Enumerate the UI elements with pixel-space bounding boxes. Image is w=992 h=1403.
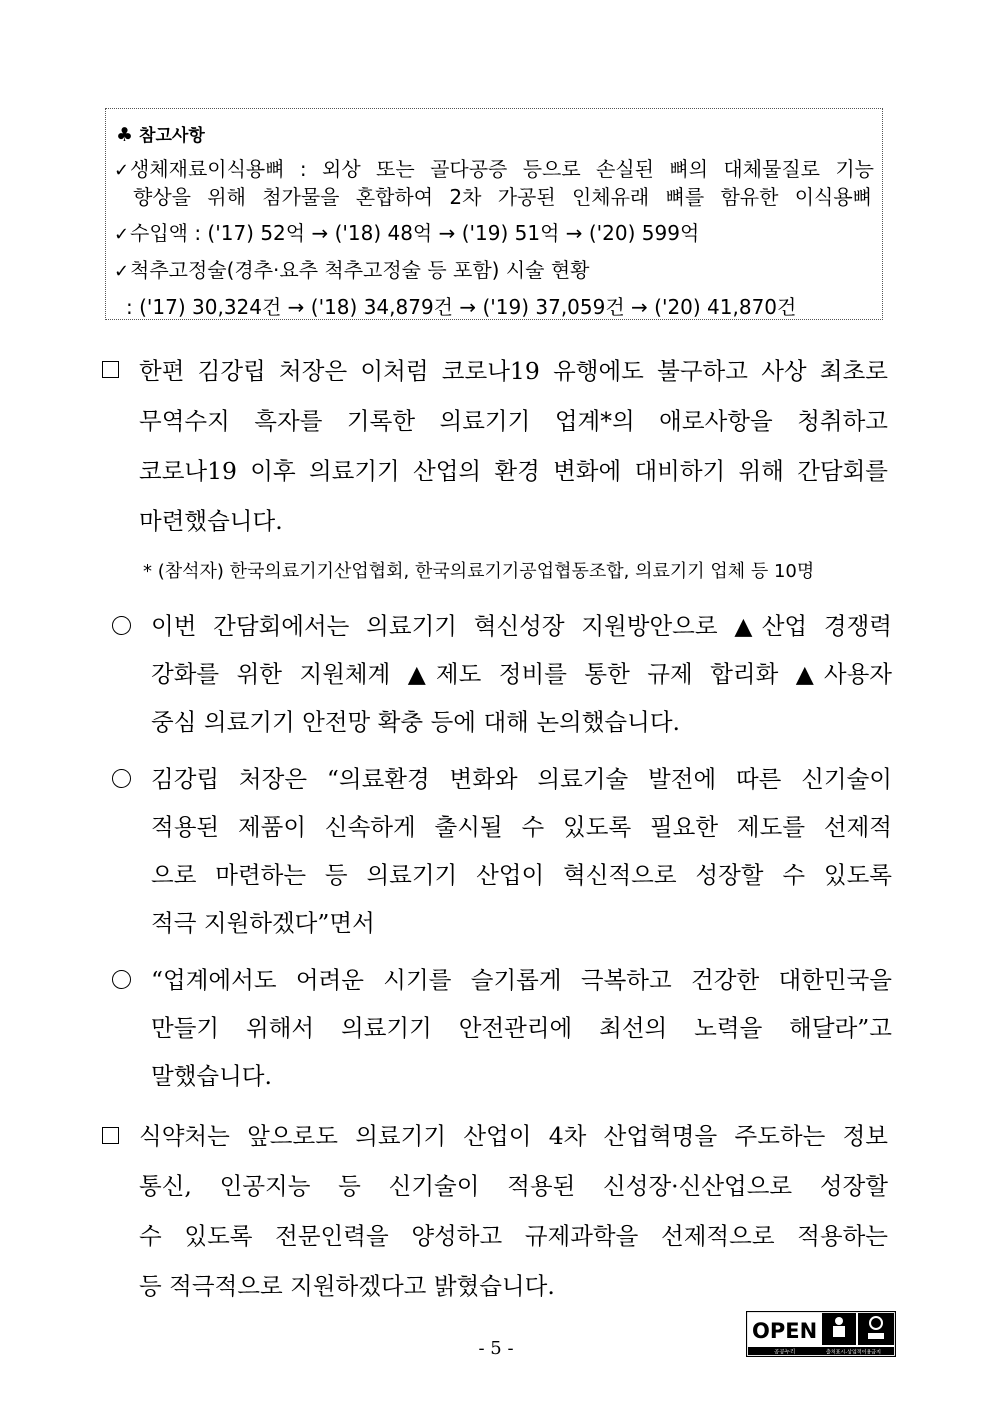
note-title-text: 참고사항 <box>139 126 205 146</box>
note-item3-line1: 척추고정술(경추·요추 척추고정술 등 포함) 시술 현황 <box>130 258 590 282</box>
sub-item-3 <box>151 961 892 1091</box>
square-bullet-icon <box>102 361 119 378</box>
square-bullet-icon <box>102 1127 119 1144</box>
note-item-import <box>114 217 699 246</box>
sub-item-3-line-2: 만들기 위해서 의료기기 안전관리에 최선의 노력을 해달라”고 <box>151 1014 892 1042</box>
check-icon: ✓ <box>114 224 130 245</box>
sub-item-2-line-2: 적용된 제품이 신속하게 출시될 수 있도록 필요한 제도를 선제적 <box>151 813 892 841</box>
open-sub-right: 출처표시-상업적이용금지 <box>826 1349 881 1356</box>
note-item-spinal <box>114 254 589 283</box>
paragraph-1 <box>139 352 888 535</box>
paragraph-2-line-4: 등 적극적으로 지원하겠다고 밝혔습니다. <box>139 1272 555 1300</box>
paragraph-1-line-3: 코로나19 이후 의료기기 산업의 환경 변화에 대비하기 위해 간담회를 <box>139 457 888 485</box>
paragraph-1-line-2: 무역수지 흑자를 기록한 의료기기 업계*의 애로사항을 청취하고 <box>139 407 888 435</box>
paragraph-2 <box>139 1117 888 1300</box>
open-sub-left: 공공누리 <box>774 1349 796 1356</box>
paragraph-2-line-1: 식약처는 앞으로도 의료기기 산업이 4차 산업혁명을 주도하는 정보 <box>139 1122 888 1150</box>
sub-item-3-line-3: 말했습니다. <box>151 1062 272 1090</box>
paragraph-1-line-4: 마련했습니다. <box>139 507 283 535</box>
footnote-attendees: * (참석자) 한국의료기기산업협회, 한국의료기기공업협동조합, 의료기기 업체 등 10명 <box>143 561 815 582</box>
check-icon: ✓ <box>114 160 130 181</box>
paragraph-1-line-1: 한편 김강립 처장은 이처럼 코로나19 유행에도 불구하고 사상 최초로 <box>139 357 888 385</box>
paragraph-2-line-3: 수 있도록 전문인력을 양성하고 규제과학을 선제적으로 적용하는 <box>139 1222 888 1250</box>
note-item1-line1: 생체재료이식용뼈 : 외상 또는 골다공증 등으로 손실된 뼈의 대체물질로 기능 <box>130 157 874 181</box>
sub-item-1-line-1: 이번 간담회에서는 의료기기 혁신성장 지원방안으로 ▲산업 경쟁력 <box>151 612 892 640</box>
note-item1-line2: 향상을 위해 첨가물을 혼합하여 2차 가공된 인체유래 뼈를 함유한 이식용뼈 <box>133 185 872 209</box>
note-item2-text: 수입액 : ('17) 52억 → ('18) 48억 → ('19) 51억 → ('20) 599억 <box>130 221 700 245</box>
open-label: OPEN <box>752 1319 818 1343</box>
sub-item-2-line-4: 적극 지원하겠다”면서 <box>151 909 375 937</box>
sub-item-1-line-2: 강화를 위한 지원체계 ▲제도 정비를 통한 규제 합리화 ▲사용자 <box>151 660 892 688</box>
sub-item-1 <box>151 607 892 737</box>
reference-note-box <box>105 108 883 320</box>
note-title <box>116 121 205 146</box>
sub-item-3-line-1: “업계에서도 어려운 시기를 슬기롭게 극복하고 건강한 대한민국을 <box>151 966 892 994</box>
circle-bullet-icon <box>112 970 131 989</box>
sub-item-2 <box>151 760 892 940</box>
sub-item-2-line-3: 으로 마련하는 등 의료기기 산업이 혁신적으로 성장할 수 있도록 <box>151 861 892 889</box>
club-icon: ♣ <box>116 124 134 146</box>
circle-bullet-icon <box>112 616 131 635</box>
circle-bullet-icon <box>112 769 131 788</box>
note-item3-line2: : ('17) 30,324건 → ('18) 34,879건 → ('19) 37,059건 → ('20) 41,870건 <box>126 295 797 319</box>
sub-item-2-line-1: 김강립 처장은 “의료환경 변화와 의료기술 발전에 따른 신기술이 <box>151 765 892 793</box>
note-item-bone-graft <box>114 153 874 182</box>
check-icon: ✓ <box>114 261 130 282</box>
sub-item-1-line-3: 중심 의료기기 안전망 확충 등에 대해 논의했습니다. <box>151 708 681 736</box>
page-number: - 5 - <box>478 1338 514 1359</box>
paragraph-2-line-2: 통신, 인공지능 등 신기술이 적용된 신성장·신산업으로 성장할 <box>139 1172 888 1200</box>
